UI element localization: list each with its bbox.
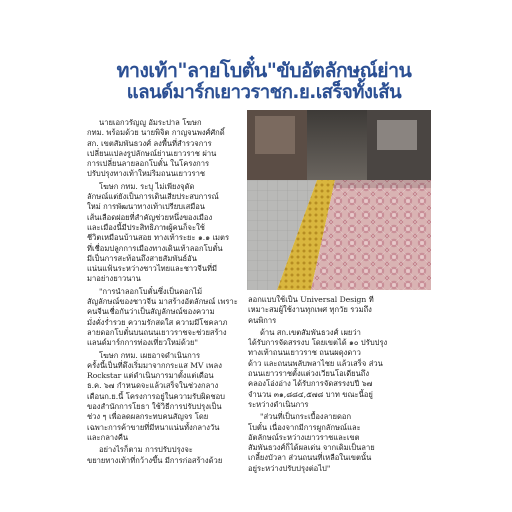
headline-line-1: ทางเท้า"ลายโบตั๋น"ขับอัตลักษณ์ย่าน [116,59,412,82]
article-left-column [87,118,239,512]
paragraph-8: "ส่วนที่เป็นกระเบื้องลายดอก โบตั๋น เนื่องจากมีการผูกลักษณ์และ อัตลักษณ์ระหว่างเยาวราชและเขต สัมพันธวงศ์ก็ได้ผลเด่น จากเดิมเป็นลาย เกลี้ยงบัวลา ส่วนถนนที่เหลือในเขตนั้น อยู่ระหว่างปรับปรุงต่อไป" [248,412,375,473]
paragraph-5: อย่างไรก็ตาม การปรับปรุงจะ ขยายทางเท้าที่กว้างขึ้น มีการก่อสร้างด้วย [87,445,223,465]
sidewalk-photo [247,110,431,290]
paragraph-2: โฆษก กทม. ระบุ ไม่เพียงจุดัด ลักษณ์แต่ยังเป็นการเดินเสียประสบการณ์ ใหม่ การพัฒนาทางเท้าเปรียบเสมือน เส้นเลือดฝอยที่สำคัญช่วยหนึ่งของเมือง และเมืองนี้มีประสิทธิภาพผู้คนก็จะใช้ ชีวิตเหมือนบ้านสอย ทางเท้าระยะ ๑.๑ เมตร ที่เชื่อมปลูกการเมืองทางเดินเท้าลอกโบตั๋น มีเป็นการสะท้อนถึงสายสัมพันธ์อัน แน่นแฟ้นระหว่างชาวไทยและชาวจีนที่มี มาอย่างยาวนาน [87,181,230,284]
paragraph-3: "การนำลอกโบตั๋นซึ่งเป็นดอกไม้ สัญลักษณ์ของชาวจีน มาสร้างอัตลักษณ์ เพราะ คนจีนเชื่อกันว่าเป็นสัญลักษณ์ของความ มั่งคั่งร่ำรวย ความรักสดใส ความมีโชคลาภ ลายดอกโบตั๋นบนถนนเยาวราชจะช่วยสร้าง แลนด์มาร์กการท่องเที่ยวใหม่ด้วย" [87,286,238,348]
headline-line-2: แลนด์มาร์กเยาวราชก.ย.เสร็จทั้งเส้น [126,82,402,103]
paragraph-4: โฆษก กทม. เผยอาจดำเนินการ ครั้งนี้เป็นที่ดึงเริ่มมาจากกระแส MV เพลง Rockstar แต่ดำเนินการมาตั้งแต่เดือน ธ.ค. ๖๗ กำหนดจะแล้วเสร็จในช่วงกลาง เดือนก.ย.นี้ โครงการอยู่ในความรับผิดชอบ ของสำนักการโยธา ใช้วิธีการปรับปรุงเป็น ช่วง ๆ เพื่อลดผลกระทบคนสัญจร โดย เฉพาะการค้าขายที่มีหนาแน่นทั้งกลางวัน และกลางคืน [87,350,225,442]
sidewalk-photo-image [247,110,431,290]
paragraph-6: ลอกแบบใช้เป็น Universal Design ที่ เหมาะสมผู้ใช้งานทุกเพศ ทุกวัย รวมถึง คนพิการ [248,295,374,325]
paragraph-1: นายเอกวรัญญู อัมระปาล โฆษก กทม. พร้อมด้วย นายพิจิต กาญจนพงศ์ศักดิ์ สก. เขตสัมพันธวงศ์ ลงพื้นที่สำรวจการ เปลี่ยนแปลงรูปลักษณ์ย่านเยาวราช ผ่าน การเปลี่ยนลายลอกโบตั๋น ในโครงการ ปรับปรุงทางเท้าใหม่ริมถนนเยาวราช [87,118,225,179]
article-right-column [248,295,432,510]
paragraph-7: ด้าน สก.เขตสัมพันธวงศ์ เผยว่า ได้รับการจัดสรรงบ โดยเขตได้ ๑๐ ปรับปรุง ทางเท้าถนนเยาวราช ถนนผดุงดาว ด้าว และถนนพลับพลาไชย แล้วเสร็จ ส่วน ถนนเยาวราชตั้งแต่วงเวียนโอเดียนถึง คลองโอ่งอ่าง ได้รับการจัดสรรงบปี ๖๗ จำนวน ๓๑,๘๘๔,๕๗๘ บาท ขณะนี้อยู่ ระหว่างดำเนินการ [248,327,388,409]
headline [104,60,424,104]
